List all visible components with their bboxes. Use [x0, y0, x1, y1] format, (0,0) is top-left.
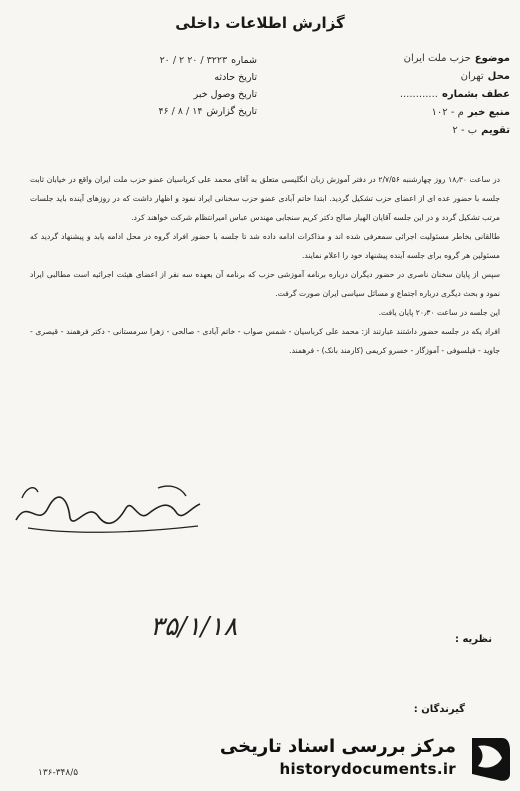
field-value: ۳۲۲۳ / ۲۰ ۲ / ۲۰ [159, 55, 228, 66]
field-subject [265, 50, 510, 68]
field-label: شماره [231, 55, 257, 66]
field-receipt-date [52, 86, 257, 103]
field-value: م - ۱۰۲ [431, 107, 464, 118]
handwritten-date-note [150, 612, 270, 662]
field-report-date [52, 103, 257, 120]
body-paragraph: سپس از پایان سخنان ناصری در حضور دیگران درباره برنامه آموزشی حزب که برنامه آن بعهده سه نفر از اعضای هیئت اجرائیه است مطالبی ایراد نمود و بحث دیگری درباره اجتماع و مسائل سیاسی ایران صورت گرفت. [30, 270, 500, 298]
field-label: منبع خبر [467, 107, 510, 118]
report-body [30, 170, 500, 360]
handwritten-signature [8, 478, 208, 538]
document-archive-number: ۱۳۶-۳۴۸/۵ [38, 768, 79, 778]
historydocuments-logo-icon [466, 734, 512, 784]
field-label: تاریخ وصول خبر [193, 89, 257, 100]
field-label: عطف بشماره [441, 89, 510, 100]
field-value: تهران [460, 71, 484, 82]
field-number [52, 52, 257, 69]
header-fields-left [52, 52, 257, 120]
field-label: تاریخ گزارش [206, 106, 257, 117]
body-paragraph: افراد یکه در جلسه حضور داشتند عبارتند از: محمد علی کرباسیان - شمس صواب - خاتم آبادی - صالحی - زهرا سرمستانی - دکتر فرهمند - قیصری - جاوید - فیلسوفی - آموزگار - خسرو کریمی (کارمند بانک) - فرهمند. [30, 327, 500, 355]
field-label: تقویم [481, 125, 510, 136]
watermark-url: historydocuments.ir [279, 760, 456, 778]
field-value: ۱۴ / ۸ / ۴۶ [158, 106, 203, 117]
body-paragraph: این جلسه در ساعت ۲۰٫۳۰ پایان یافت. [378, 308, 500, 317]
field-label: تاریخ حادثه [214, 72, 257, 83]
field-label: موضوع [474, 53, 510, 64]
field-evaluation [265, 122, 510, 140]
opinion-label: نظریه : [454, 634, 492, 645]
report-title: گزارش اطلاعات داخلی [175, 14, 345, 32]
body-paragraph: طالقانی بخاطر مسئولیت اجرائی سمعرفی شده اند و مذاکرات ادامه داده شد تا جلسه با حضور افراد گروه در محل ادامه یابد و پیشنهاد گردید که مسئولین هر گروه برای جلسه آینده پیشنهاد خود را اعلام نمایند. [30, 232, 500, 260]
field-value: حزب ملت ایران [403, 53, 471, 64]
field-incident-date [52, 69, 257, 86]
watermark-title: مرکز بررسی اسناد تاریخی [219, 736, 456, 757]
field-label: محل [487, 71, 510, 82]
field-reference [265, 86, 510, 104]
body-paragraph: در ساعت ۱۸٫۳۰ روز چهارشنبه ۲/۷/۵۶ در دفتر آموزش زبان انگلیسی متعلق به آقای محمد علی کرباسیان عضو حزب ملت ایران واقع در خیابان ثابت جلسه با حضور عده ای از اعضای حزب تشکیل گردید. ابتدا خاتم آبادی عضو حزب سخنانی ایراد نمود و اظهار داشت که در روزهای آینده باید جلسات مرتب تشکیل گردد و در این جلسه آقایان الهیار صالح دکتر کریم سنجابی مهندس عباس امیرانتظام شرکت خواهند کرد. [30, 175, 501, 222]
field-source [265, 104, 510, 122]
recipients-label: گیرندگان : [413, 704, 465, 715]
field-value: ب - ۲ [452, 125, 478, 136]
field-value: ............ [399, 89, 438, 100]
header-fields-right [265, 50, 510, 140]
field-location [265, 68, 510, 86]
handwritten-date-text: ۳۵/۱/۱۸ [150, 612, 238, 642]
